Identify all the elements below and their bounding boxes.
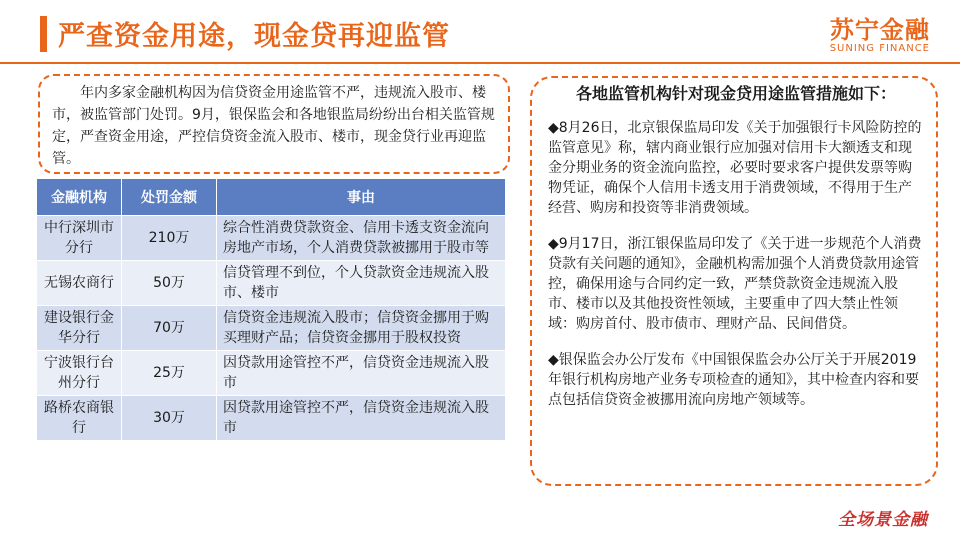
col-header-reason: 事由: [217, 179, 506, 216]
cell-institution: 中行深圳市分行: [37, 216, 122, 261]
title-accent-bar: [40, 16, 47, 52]
measures-heading: 各地监管机构针对现金贷用途监管措施如下：: [575, 84, 896, 103]
cell-institution: 宁波银行台州分行: [37, 351, 122, 396]
table-row: [37, 351, 506, 396]
cell-reason: 因贷款用途管控不严，信贷资金违规流入股市: [217, 351, 506, 396]
cell-amount: 30万: [122, 396, 217, 441]
cell-amount: 210万: [122, 216, 217, 261]
measures-box: [530, 76, 938, 486]
table-row: [37, 396, 506, 441]
header-divider: [0, 62, 960, 64]
table-row: [37, 216, 506, 261]
cell-reason: 综合性消费贷款资金、信用卡透支资金流向房地产市场，个人消费贷款被挪用于股市等: [217, 216, 506, 261]
footer-logo: 全场景金融: [838, 510, 928, 530]
col-header-institution: 金融机构: [37, 179, 122, 216]
table-header-row: [37, 179, 506, 216]
measure-item: ◆银保监会办公厅发布《中国银保监会办公厅关于开展2019年银行机构房地产业务专项检查的通知》，其中检查内容和要点包括信贷资金被挪用流向房地产领域等。: [548, 352, 919, 408]
cell-amount: 70万: [122, 306, 217, 351]
page-title: 严查资金用途，现金贷再迎监管: [58, 21, 450, 52]
measure-item: ◆9月17日，浙江银保监局印发了《关于进一步规范个人消费贷款有关问题的通知》，金融机构需加强个人消费贷款用途管控，确保用途与合同约定一致，严禁贷款资金违规流入股市、楼市以及其他投资性领域，主要重申了四大禁止性领域：购房首付、股市债市、理财产品、民间借贷。: [548, 236, 922, 332]
cell-reason: 信贷管理不到位，个人贷款资金违规流入股市、楼市: [217, 261, 506, 306]
intro-box: [38, 74, 510, 174]
table-row: [37, 306, 506, 351]
cell-amount: 25万: [122, 351, 217, 396]
brand-logo-cn: 苏宁金融: [829, 16, 930, 44]
measure-item: ◆8月26日，北京银保监局印发《关于加强银行卡风险防控的监管意见》称，辖内商业银行应加强对信用卡大额透支和现金分期业务的资金流向监控，必要时要求客户提供发票等购物凭证，确保个人信用卡透支用于消费领域，不得用于生产经营、购房和投资等非消费领域。: [548, 120, 922, 216]
cell-reason: 信贷资金违规流入股市；信贷资金挪用于购买理财产品；信贷资金挪用于股权投资: [217, 306, 506, 351]
intro-text: 年内多家金融机构因为信贷资金用途监管不严，违规流入股市、楼市，被监管部门处罚。9月，银保监会和各地银监局纷纷出台相关监管规定，严查资金用途，严控信贷资金流入股市、楼市，现金贷行业再迎监管。: [52, 85, 495, 167]
col-header-amount: 处罚金额: [122, 179, 217, 216]
cell-reason: 因贷款用途管控不严，信贷资金违规流入股市: [217, 396, 506, 441]
cell-institution: 路桥农商银行: [37, 396, 122, 441]
brand-logo-en: SUNING FINANCE: [829, 43, 930, 54]
cell-institution: 建设银行金华分行: [37, 306, 122, 351]
cell-institution: 无锡农商行: [37, 261, 122, 306]
brand-logo: [830, 10, 930, 54]
table-row: [37, 261, 506, 306]
cell-amount: 50万: [122, 261, 217, 306]
penalty-table: [36, 178, 506, 441]
